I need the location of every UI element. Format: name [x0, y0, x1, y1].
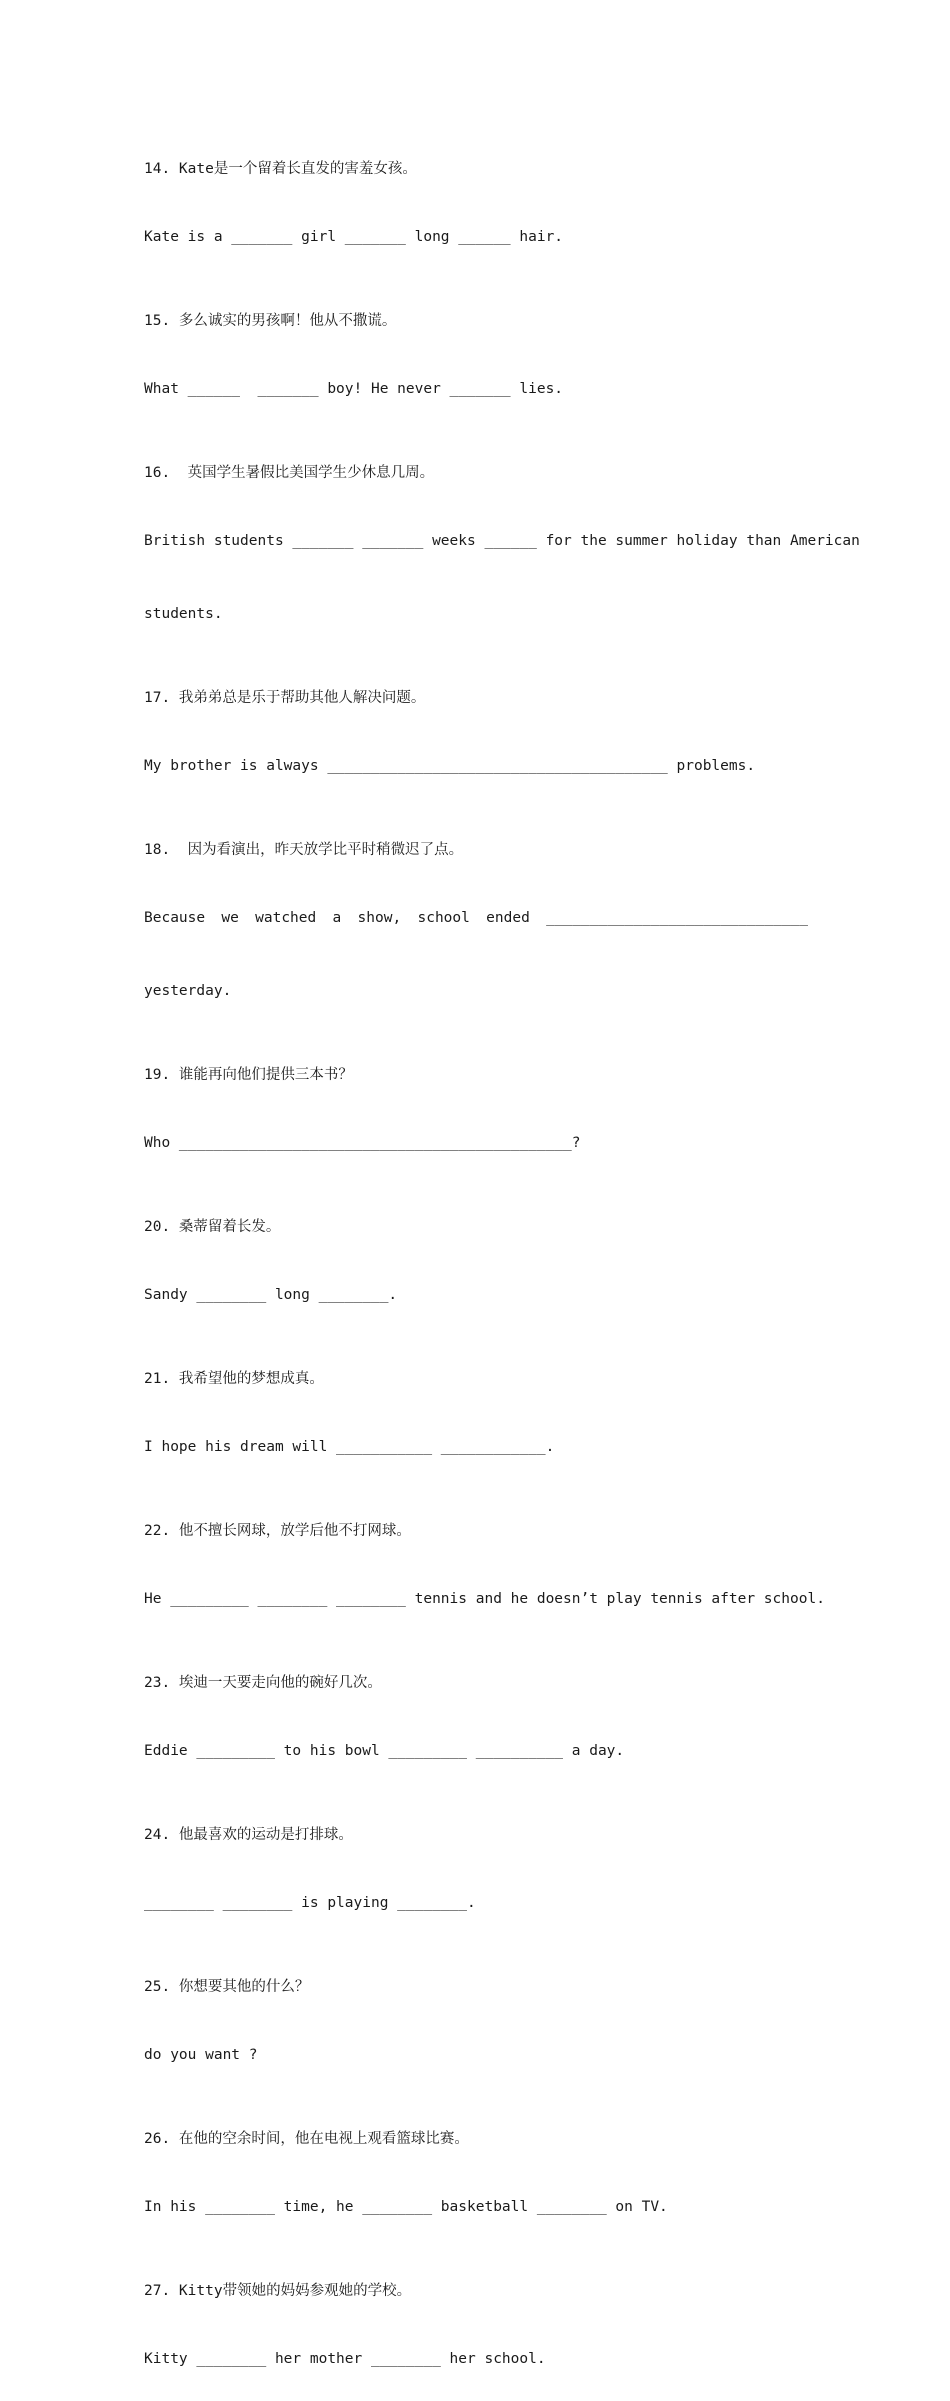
question-16: 16. 英国学生暑假比美国学生少休息几周。	[144, 465, 435, 481]
question-22: 22. 他不擅长网球，放学后他不打网球。	[144, 1523, 411, 1539]
blank: ______________________________	[546, 910, 808, 926]
answer-27: Kitty ________ her mother ________ her school.	[144, 2351, 546, 2367]
answer-18-cont: yesterday.	[144, 983, 232, 999]
question-15: 15. 多么诚实的男孩啊！他从不撒谎。	[144, 313, 397, 329]
word: school	[417, 910, 470, 926]
word: a	[332, 910, 342, 926]
answer-21: I hope his dream will ___________ ____________.	[144, 1439, 555, 1455]
word: Because	[144, 910, 206, 926]
word: show,	[357, 910, 402, 926]
word: we	[221, 910, 239, 926]
worksheet	[144, 127, 860, 2401]
question-26: 26. 在他的空余时间，他在电视上观看篮球比赛。	[144, 2131, 469, 2147]
answer-17: My brother is always _______________________________________ problems.	[144, 758, 756, 774]
answer-16-cont: students.	[144, 606, 223, 622]
question-14: 14. Kate是一个留着长直发的害羞女孩。	[144, 161, 417, 177]
word: ended	[486, 910, 530, 926]
answer-22: He _________ ________ ________ tennis and he doesn’t play tennis after school.	[144, 1591, 825, 1607]
question-17: 17. 我弟弟总是乐于帮助其他人解决问题。	[144, 690, 426, 706]
question-25: 25. 你想要其他的什么？	[144, 1979, 310, 1995]
answer-25: do you want ?	[144, 2047, 258, 2063]
question-20: 20. 桑蒂留着长发。	[144, 1219, 281, 1235]
answer-19: Who _____________________________________________?	[144, 1135, 581, 1151]
answer-23: Eddie _________ to his bowl _________ __________ a day.	[144, 1743, 625, 1759]
word: watched	[255, 910, 317, 926]
question-24: 24. 他最喜欢的运动是打排球。	[144, 1827, 353, 1843]
answer-15: What ______ _______ boy! He never _______ lies.	[144, 381, 564, 397]
question-18: 18. 因为看演出，昨天放学比平时稍微迟了点。	[144, 842, 464, 858]
answer-24: ________ ________ is playing ________.	[144, 1895, 476, 1911]
answer-16: British students _______ _______ weeks ______ for the summer holiday than American	[144, 533, 860, 549]
question-19: 19. 谁能再向他们提供三本书？	[144, 1067, 353, 1083]
answer-20: Sandy ________ long ________.	[144, 1287, 398, 1303]
question-23: 23. 埃迪一天要走向他的碗好几次。	[144, 1675, 382, 1691]
question-27: 27. Kitty带领她的妈妈参观她的学校。	[144, 2283, 412, 2299]
question-21: 21. 我希望他的梦想成真。	[144, 1371, 324, 1387]
answer-26: In his ________ time, he ________ basketball ________ on TV.	[144, 2199, 668, 2215]
answer-18	[144, 908, 808, 949]
answer-14: Kate is a _______ girl _______ long ______ hair.	[144, 229, 564, 245]
